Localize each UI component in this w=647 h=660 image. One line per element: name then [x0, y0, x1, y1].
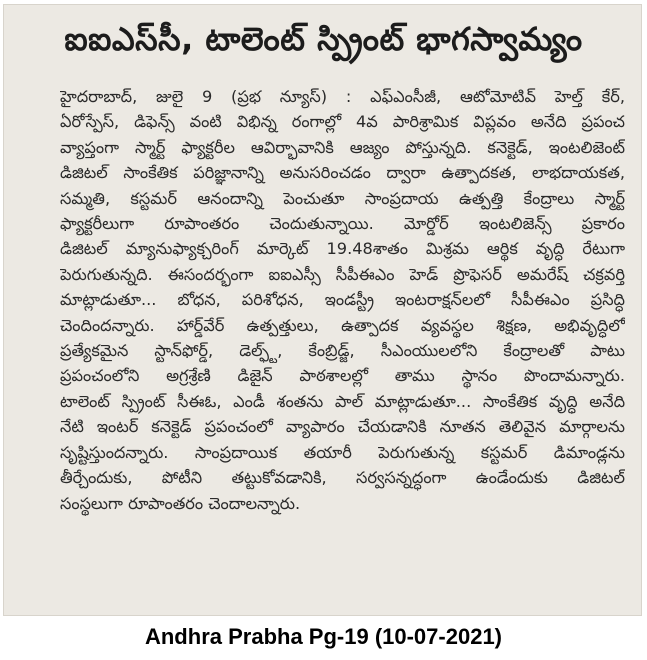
source-caption: Andhra Prabha Pg-19 (10-07-2021) [144, 624, 503, 649]
article-line: సంస్థలుగా రూపాంతరం చెందాలన్నారు. [60, 493, 301, 513]
article-line: టాలెంట్ స్ప్రింట్ సీఈఓ, ఎండీ శంతను పాల్ మాట్లాడుతూ... సాంకేతిక వృద్ధి అనేది [60, 391, 625, 411]
article-line: ఫ్యాక్టరీలుగా రూపాంతరం చెందుతున్నాయి. మోర్డోర్ ఇంటలిజెన్స్ ప్రకారం [60, 214, 625, 234]
article-headline: ఐఐఎస్‌సీ, టాలెంట్ స్ప్రింట్ భాగస్వామ్యం [64, 20, 583, 58]
article-line: వ్యాప్తంగా స్మార్ట్ ఫ్యాక్టరీల ఆవిర్భావానికి ఆజ్యం పోస్తున్నది. కనెక్టెడ్, ఇంటలిజెంట్ [60, 137, 625, 157]
article-line: డిజిటల్ మ్యానుఫ్యాక్చరింగ్ మార్కెట్ 19.48శాతం మిశ్రమ ఆర్థిక వృద్ధి రేటుగా [60, 239, 625, 259]
article-line: చెందిందన్నారు. హార్డ్‌వేర్ ఉత్పత్తులు, ఉత్పాదక వ్యవస్థల శిక్షణ, అభివృద్ధిలో [60, 315, 625, 335]
article-line: ప్రపంచంలోని అగ్రశ్రేణి డిజైన్ పాఠశాలల్లో తాము స్థానం పొందామన్నారు. [60, 366, 625, 386]
article-line: మాట్లాడుతూ... బోధన, పరిశోధన, ఇండస్ట్రీ ఇంటరాక్షన్‌లలో సీపీఈఎం ప్రసిద్ధి [60, 290, 625, 310]
article-line: నేటి ఇంటర్ కనెక్టెడ్ ప్రపంచంలో వ్యాపారం చేయడానికి నూతన తెలివైన మార్గాలను [60, 417, 625, 437]
article-line: డిజిటల్ సాంకేతిక పరిజ్ఞానాన్ని అనుసరించడం ద్వారా ఉత్పాదకత, లాభదాయకత, [60, 163, 625, 183]
article-body [60, 84, 625, 516]
article-line: తీర్చేందుకు, పోటీని తట్టుకోవడానికి, సర్వసన్నద్ధంగా ఉండేందుకు డిజిటల్ [60, 468, 625, 488]
article-line: పెరుగుతున్నది. ఈసందర్భంగా ఐఐఎస్సీ సీపీఈఎం హెడ్ ప్రొఫెసర్ అమరేష్ చక్రవర్తి [60, 264, 625, 284]
article-line: ప్రత్యేకమైన స్టాన్‌ఫోర్డ్, డెల్ఫ్ట్, కేంబ్రిడ్జ్, సీఎంయులలోని కేంద్రాలతో పాటు [60, 341, 625, 361]
article-line: ఏరోస్పేస్, డిఫెన్స్ వంటి విభిన్న రంగాల్లో 4వ పారిశ్రామిక విప్లవం అనేది ప్రపంచ [60, 112, 625, 132]
article-line: సమ్మతి, కస్టమర్ ఆనందాన్ని పెంచుతూ సాంప్రదాయ ఉత్పత్తి కేంద్రాలు స్మార్ట్ [60, 188, 625, 208]
article-line: హైదరాబాద్, జులై 9 (ప్రభ న్యూస్) : ఎఫ్‌ఎంసీజీ, ఆటోమోటివ్ హెల్త్ కేర్, [60, 87, 625, 106]
article-line: సృష్టిస్తుందన్నారు. సాంప్రదాయిక తయారీ పెరుగుతున్న కస్టమర్ డిమాండ్లను [60, 442, 625, 462]
newspaper-clipping [3, 4, 642, 616]
